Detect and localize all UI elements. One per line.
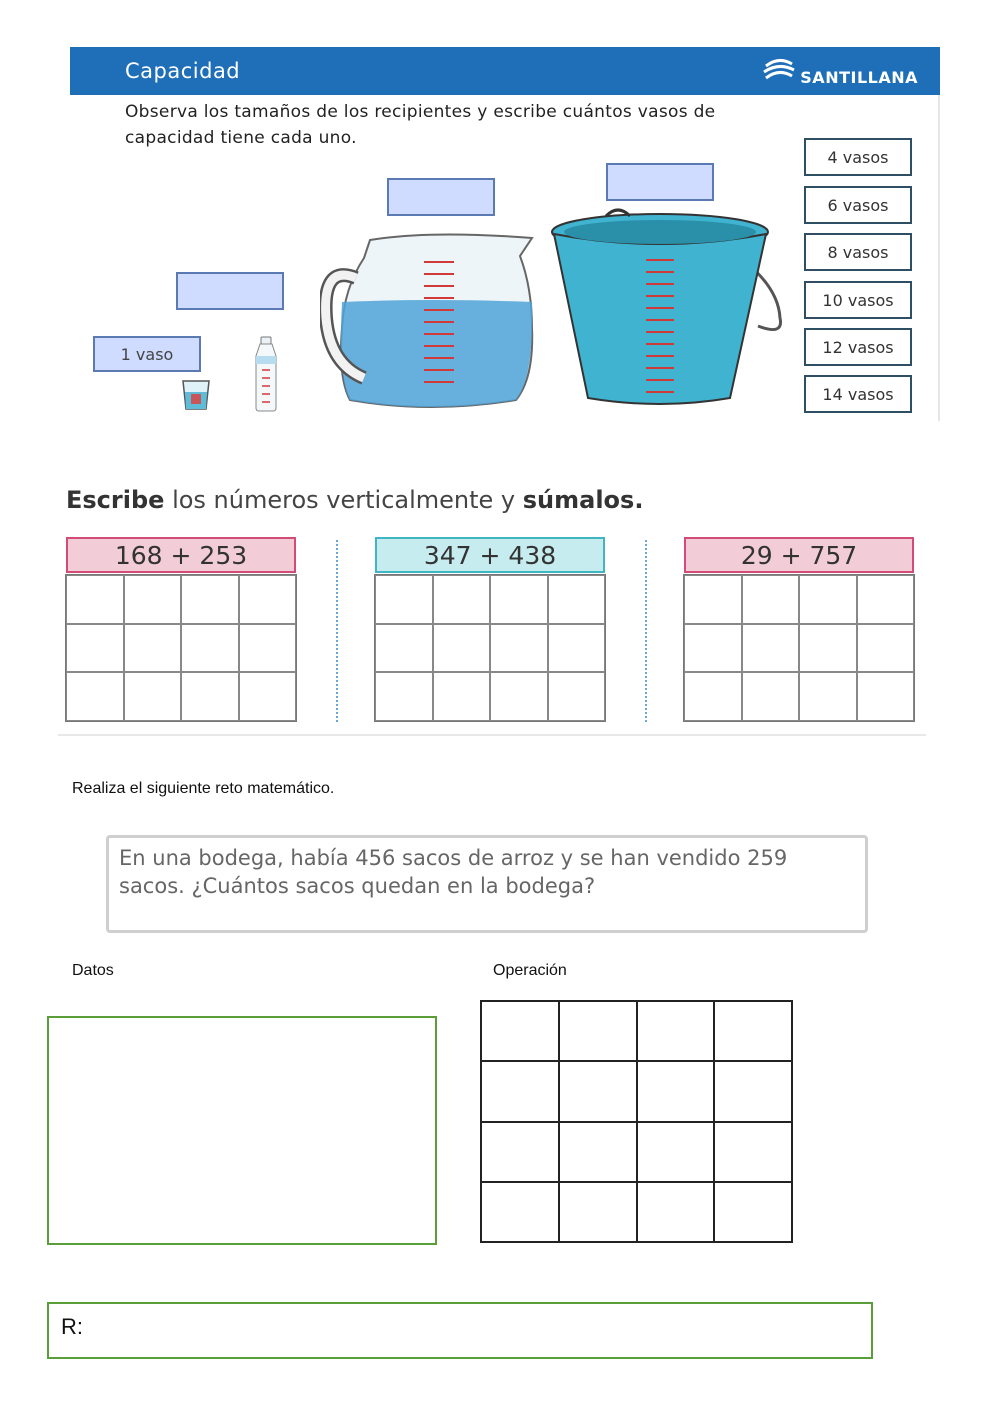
section-divider <box>58 734 926 736</box>
glass-icon <box>180 378 212 412</box>
capacidad-title: Capacidad <box>125 59 241 83</box>
option-14-vasos[interactable]: 14 vasos <box>804 375 912 413</box>
separator-2 <box>645 540 647 722</box>
capacidad-header <box>70 47 940 95</box>
operation-header-1: 168 + 253 <box>66 537 296 573</box>
bucket-icon <box>548 208 798 412</box>
option-10-vasos[interactable]: 10 vasos <box>804 281 912 319</box>
operation-header-2: 347 + 438 <box>375 537 605 573</box>
santillana-logo <box>762 55 918 87</box>
suma-title <box>66 486 643 514</box>
separator-1 <box>336 540 338 722</box>
respuesta-box[interactable] <box>47 1302 873 1359</box>
option-4-vasos[interactable]: 4 vasos <box>804 138 912 176</box>
jug-icon <box>320 228 540 418</box>
answer-grid-1[interactable] <box>65 574 297 722</box>
datos-label: Datos <box>72 962 114 979</box>
capacidad-instruction: Observa los tamaños de los recipientes y escribe cuántos vasos de capacidad tiene cada uno. <box>125 102 716 148</box>
suma-title-bold-1: Escribe <box>66 486 165 514</box>
answer-box-vaso: 1 vaso <box>93 336 201 372</box>
answer-box-jug[interactable] <box>387 178 495 216</box>
reto-intro: Realiza el siguiente reto matemático. <box>72 780 335 797</box>
operacion-grid[interactable] <box>480 1000 793 1243</box>
answer-grid-3[interactable] <box>683 574 915 722</box>
respuesta-label: R: <box>61 1314 83 1339</box>
santillana-brand: SANTILLANA <box>800 67 918 87</box>
operation-header-3: 29 + 757 <box>684 537 914 573</box>
answer-grid-2[interactable] <box>374 574 606 722</box>
problem-statement: En una bodega, había 456 sacos de arroz y se han vendido 259 sacos. ¿Cuántos sacos quedan en la bodega? <box>106 835 868 933</box>
santillana-logo-icon <box>762 56 796 86</box>
suma-title-mid: los números verticalmente y <box>164 486 523 514</box>
datos-input-box[interactable] <box>47 1016 437 1245</box>
option-12-vasos[interactable]: 12 vasos <box>804 328 912 366</box>
answer-box-bottle[interactable] <box>176 272 284 310</box>
bottle-icon <box>251 336 281 412</box>
answer-box-bucket[interactable] <box>606 163 714 201</box>
option-8-vasos[interactable]: 8 vasos <box>804 233 912 271</box>
option-6-vasos[interactable]: 6 vasos <box>804 186 912 224</box>
operacion-label: Operación <box>493 962 567 979</box>
suma-title-bold-2: súmalos. <box>522 486 644 514</box>
